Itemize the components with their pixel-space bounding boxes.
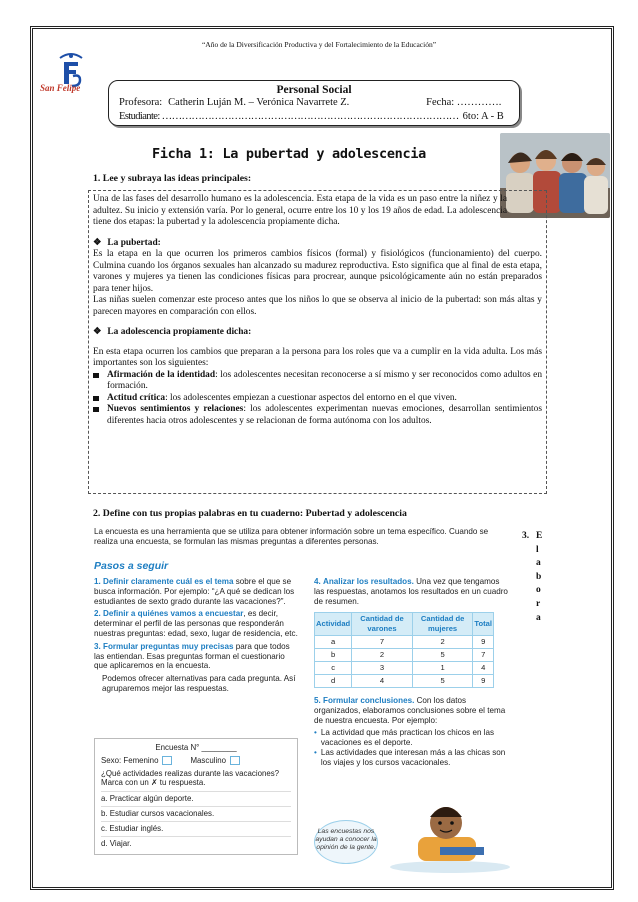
ficha-title: Ficha 1: La pubertad y adolescencia [152,146,426,162]
bullet-identidad [93,370,542,393]
square-bullet-icon [93,407,99,412]
speech-bubble: Las encuestas nos ayudan a conocer la opinión de la gente. [314,820,378,864]
question-3 [522,530,552,625]
q3-letter: a [536,558,541,569]
bullet-sentimientos-text: : los adolescentes experimentan nuevas emociones, desarrollan sentimientos diferentes hacia otros adolescentes y se relacionan de forma autónoma con los adultos. [107,404,542,426]
reading-box [88,190,547,494]
motto: “Año de la Diversificación Productiva y del Fortalecimiento de la Educación” [201,40,437,49]
table-cell: 2 [412,635,473,648]
survey-option[interactable]: d. Viajar. [101,836,291,851]
step-3-extra: Podemos ofrecer alternativas para cada pregunta. Así agruparemos mejor las respuestas. [102,674,296,693]
table-header: Cantidad de mujeres [412,613,473,636]
step-3-title: Formular preguntas muy precisas [103,641,234,651]
table-cell: 1 [412,661,473,674]
table-cell: 5 [412,648,473,661]
bullet-critica [93,393,542,405]
results-table [314,612,494,688]
survey-option[interactable]: a. Practicar algún deporte. [101,791,291,806]
table-row [315,674,494,687]
table-cell: 2 [352,648,413,661]
step-1 [94,577,298,606]
femenino-checkbox[interactable] [162,756,172,765]
masculino-label: Masculino [190,755,226,765]
adolescencia-heading-text: La adolescencia propiamente dicha: [107,327,252,337]
diamond-bullet-icon: ❖ [93,237,102,248]
step-2-text: , es decir, determinar el perfil de las personas que responderán nuestras preguntas: edad, sexo, lugar de residencia, etc. [94,609,298,638]
pubertad-heading-text: La pubertad: [107,237,161,248]
right-column [314,577,510,768]
pubertad-paragraph-1: Es la etapa en la que ocurren los primeros cambios físicos (formal) y fisiológicos (funcionamiento) del cuerpo. Culmina cuando los órganos sexuales han alcanzado su madurez reproductiva. Esto significa que al final de esta etapa, varones y mujeres ya tienen las condiciones físicas para procrear, aunque psicológicamente aún no están preparados para tener hijos. [93,249,542,294]
square-bullet-icon [93,373,99,378]
table-header: Total [473,613,494,636]
bullet-dot-icon: • [314,747,317,757]
bullet-sentimientos-title: Nuevos sentimientos y relaciones [107,404,244,414]
step-5-title: Formular conclusiones. [323,695,415,705]
question-3-number: 3. [522,531,530,541]
profesora-value: Catherin Luján M. – Verónica Navarrete Z. [168,97,350,108]
question-2: 2. Define con tus propias palabras en tu cuaderno: Pubertad y adolescencia [93,508,407,519]
table-cell: c [315,661,352,674]
table-cell: 5 [412,674,473,687]
conclusion-1 [314,728,510,748]
survey-form [94,738,298,855]
table-cell: b [315,648,352,661]
step-1-title: Definir claramente cuál es el tema [103,577,234,586]
q3-letter: l [536,544,539,555]
pubertad-heading [93,238,542,250]
subject-title: Personal Social [276,84,352,96]
bullet-sentimientos [93,404,542,427]
masculino-checkbox[interactable] [230,756,240,765]
q3-letter: E [536,531,543,541]
q3-letter: r [536,598,541,609]
table-cell: a [315,635,352,648]
book-intro: La encuesta es una herramienta que se utiliza para obtener información sobre un tema específico. Cuando se realiza una encuesta, se formulan las mismas preguntas a diferentes personas. [94,527,489,546]
bullet-critica-title: Actitud crítica [107,392,166,403]
step-2-number: 2. [94,609,101,619]
conclusion-1-text: La actividad que más practican los chicos en las vacaciones es el deporte. [320,728,495,748]
bullet-identidad-title: Afirmación de la identidad [107,369,216,380]
table-header: Actividad [315,613,352,636]
bullet-identidad-text: : los adolescentes necesitan reconocerse a sí mismo y ser reconocidos como adultos en formación. [107,369,543,391]
sex-row [101,756,291,766]
table-row [315,635,494,648]
survey-option[interactable]: b. Estudiar cursos vacacionales. [101,806,291,821]
table-cell: 4 [473,661,494,674]
q3-letter: a [536,612,541,623]
table-cell: d [315,674,352,687]
step-4-text: Una vez que tengamos las respuestas, anotamos los resultados en un cuadro de resumen. [314,577,508,606]
conclusion-2-text: Las actividades que interesan más a las chicas son los viajes y los cursos vacacionales. [320,747,506,767]
left-column [94,577,298,697]
table-header: Cantidad de varones [352,613,413,636]
step-5 [314,696,510,725]
q3-letter: o [536,585,541,596]
kid-illustration-icon [380,795,510,873]
profesora-label: Profesora: [119,97,163,108]
logo-text: San Felipe [40,83,81,93]
textbook-excerpt [88,523,513,873]
adolescencia-paragraph: En esta etapa ocurren los cambios que preparan a la persona para los roles que va a cumplir en la vida adulta. Los más importantes son los siguientes: [93,346,542,368]
table-cell: 9 [473,635,494,648]
table-cell: 4 [352,674,413,687]
bullet-critica-text: : los adolescentes empiezan a cuestionar aspectos del entorno en el que viven. [165,392,457,403]
step-3-text: para que todos las entiendan. Esas preguntas forman el cuestionario que aplicaremos en la encuesta. [94,641,290,671]
pubertad-paragraph-2: Las niñas suelen comenzar este proceso antes que los niños lo que se observa al inicio de la pubertad: son más altas y parecen mayores en comparación con ellos. [93,295,542,317]
teacher-row [119,96,509,110]
question-1: 1. Lee y subraya las ideas principales: [93,173,252,184]
q3-letter: b [536,571,542,582]
table-row [315,661,494,674]
step-3-number: 3. [94,641,101,651]
table-cell: 9 [473,674,494,687]
survey-question: ¿Qué actividades realizas durante las vacaciones? Marca con un ✗ tu respuesta. [101,768,280,788]
square-bullet-icon [93,396,99,401]
step-2 [94,609,298,638]
table-cell: 7 [473,648,494,661]
table-cell: 3 [352,661,413,674]
step-5-text: Con los datos organizados, elaboramos conclusiones sobre el tema de nuestra encuesta. Por ejemplo: [314,695,506,725]
sexo-femenino-label: Sexo: Femenino [101,755,159,765]
estudiante-label: Estudiante: ……………………………………………………………………………… [119,111,459,122]
step-5-number: 5. [314,695,321,705]
table-row [315,648,494,661]
step-1-number: 1. [94,577,101,586]
intro-paragraph: Una de las fases del desarrollo humano es la adolescencia. Esta etapa de la vida es un paso entre la niñez y la adultez. Su inicio y extensión varía. Por lo general, ocurre entre los 10 y los 19 años de edad. La adolescencia tiene dos etapas: la pubertad y la adolescencia propiamente dicha. [93,194,507,227]
step-4-title: Analizar los resultados. [323,577,414,586]
adolescencia-heading [93,327,542,339]
step-1-text: sobre el que se busca información. Por ejemplo: “¿A qué se dedican los estudiantes de sexto grado durante las vacaciones?”. [94,577,295,606]
student-row [119,110,509,124]
step-3 [94,642,298,694]
bullet-dot-icon: • [314,728,317,738]
step-2-title: Definir a quiénes vamos a encuestar [103,609,244,619]
pasos-heading: Pasos a seguir [94,560,169,572]
step-4-number: 4. [314,577,321,586]
fecha-label: Fecha: …………. [426,97,502,108]
step-4 [314,577,510,606]
table-cell: 7 [352,635,413,648]
diamond-bullet-icon: ❖ [93,327,102,337]
header-box [108,80,520,126]
survey-title: Encuesta N° ________ [155,743,237,752]
grado: 6to: A - B [462,111,504,122]
survey-option[interactable]: c. Estudiar inglés. [101,821,291,836]
conclusion-2 [314,748,510,768]
